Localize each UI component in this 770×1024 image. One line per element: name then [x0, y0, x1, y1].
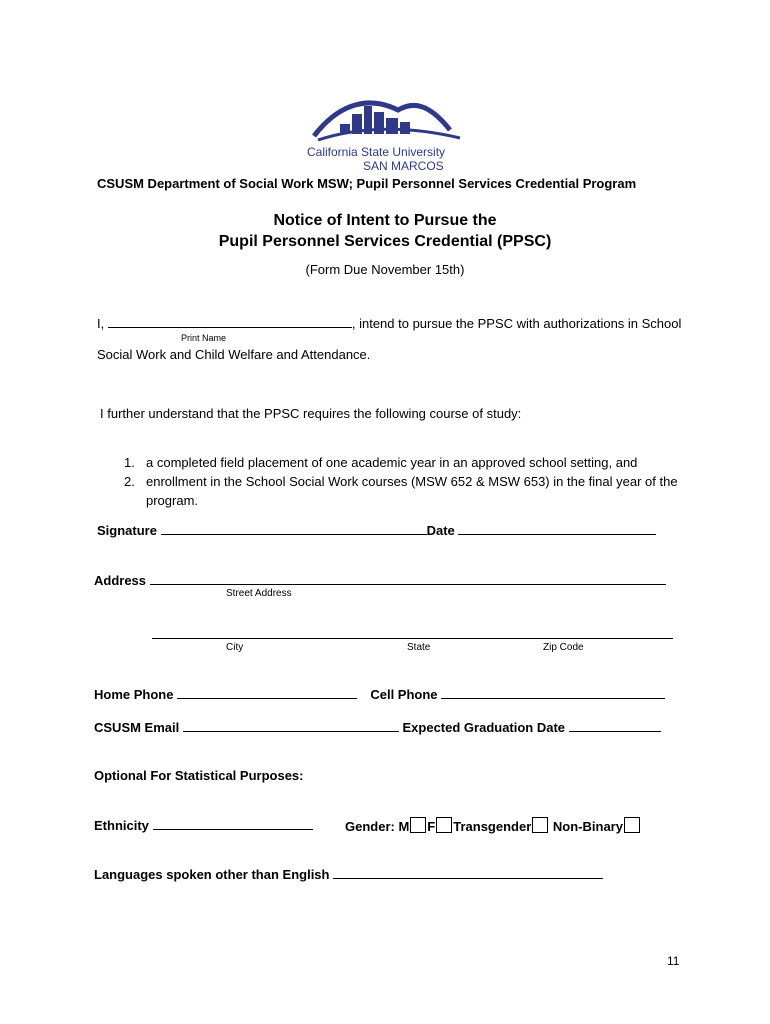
transgender-label: Transgender: [453, 819, 532, 834]
street-address-field[interactable]: [150, 572, 666, 585]
gender-row: [345, 817, 641, 834]
list-item: 1. a completed field placement of one academic year in an approved school setting, and: [124, 455, 638, 470]
male-checkbox[interactable]: [410, 817, 426, 833]
city-caption: City: [226, 642, 244, 653]
street-caption: Street Address: [226, 588, 292, 599]
address-label: Address: [94, 573, 147, 588]
cell-phone-label: Cell Phone: [370, 687, 438, 702]
ethnicity-label: Ethnicity: [94, 818, 149, 833]
gender-label: Gender: M: [345, 819, 410, 834]
title-line-1: Notice of Intent to Pursue the: [273, 212, 497, 229]
date-field[interactable]: [458, 522, 656, 535]
signature-row: [97, 522, 656, 538]
page-number: 11: [667, 954, 680, 968]
page-title: [0, 210, 770, 252]
email-label: CSUSM Email: [94, 720, 180, 735]
languages-row: [94, 866, 603, 882]
intent-line-2: Social Work and Child Welfare and Attendance.: [97, 347, 371, 362]
transgender-checkbox[interactable]: [532, 817, 548, 833]
understand-statement: I further understand that the PPSC requires the following course of study:: [100, 406, 522, 421]
signature-field[interactable]: [161, 522, 427, 535]
course-list: [124, 453, 678, 510]
zip-caption: Zip Code: [543, 642, 584, 653]
state-caption: State: [407, 642, 431, 653]
optional-heading: Optional For Statistical Purposes:: [94, 768, 304, 783]
graduation-label: Expected Graduation Date: [402, 720, 566, 735]
languages-label: Languages spoken other than English: [94, 867, 330, 882]
phone-row: [94, 686, 665, 702]
university-logo: [300, 96, 470, 176]
campus-skyline-icon: [300, 96, 470, 142]
list-continuation: program.: [146, 493, 199, 508]
intent-statement: [97, 315, 681, 331]
non-binary-checkbox[interactable]: [624, 817, 640, 833]
ethnicity-field[interactable]: [153, 817, 313, 830]
home-phone-field[interactable]: [177, 686, 357, 699]
logo-campus-name: SAN MARCOS: [363, 159, 444, 173]
city-state-zip-field[interactable]: [152, 638, 673, 639]
non-binary-label: Non-Binary: [552, 819, 623, 834]
female-checkbox[interactable]: [436, 817, 452, 833]
print-name-field[interactable]: [108, 315, 352, 328]
signature-label: Signature: [97, 523, 157, 538]
intent-prefix: I,: [97, 316, 105, 331]
title-line-2: Pupil Personnel Services Credential (PPSC): [218, 233, 552, 250]
home-phone-label: Home Phone: [94, 687, 174, 702]
languages-field[interactable]: [333, 866, 603, 879]
ethnicity-row: [94, 817, 313, 833]
email-field[interactable]: [183, 719, 399, 732]
intent-suffix: , intend to pursue the PPSC with authorizations in School: [351, 316, 682, 331]
email-row: [94, 719, 661, 735]
date-label: Date: [426, 523, 455, 538]
due-date-note: (Form Due November 15th): [305, 262, 465, 277]
program-header: CSUSM Department of Social Work MSW; Pupil Personnel Services Credential Program: [97, 176, 637, 191]
female-label: F: [427, 819, 436, 834]
cell-phone-field[interactable]: [441, 686, 665, 699]
list-item: 2. enrollment in the School Social Work courses (MSW 652 & MSW 653) in the final year of the: [124, 474, 678, 489]
graduation-date-field[interactable]: [569, 719, 661, 732]
logo-university-name: California State University: [307, 145, 446, 159]
address-row: [94, 572, 666, 588]
print-name-caption: Print Name: [181, 333, 227, 343]
